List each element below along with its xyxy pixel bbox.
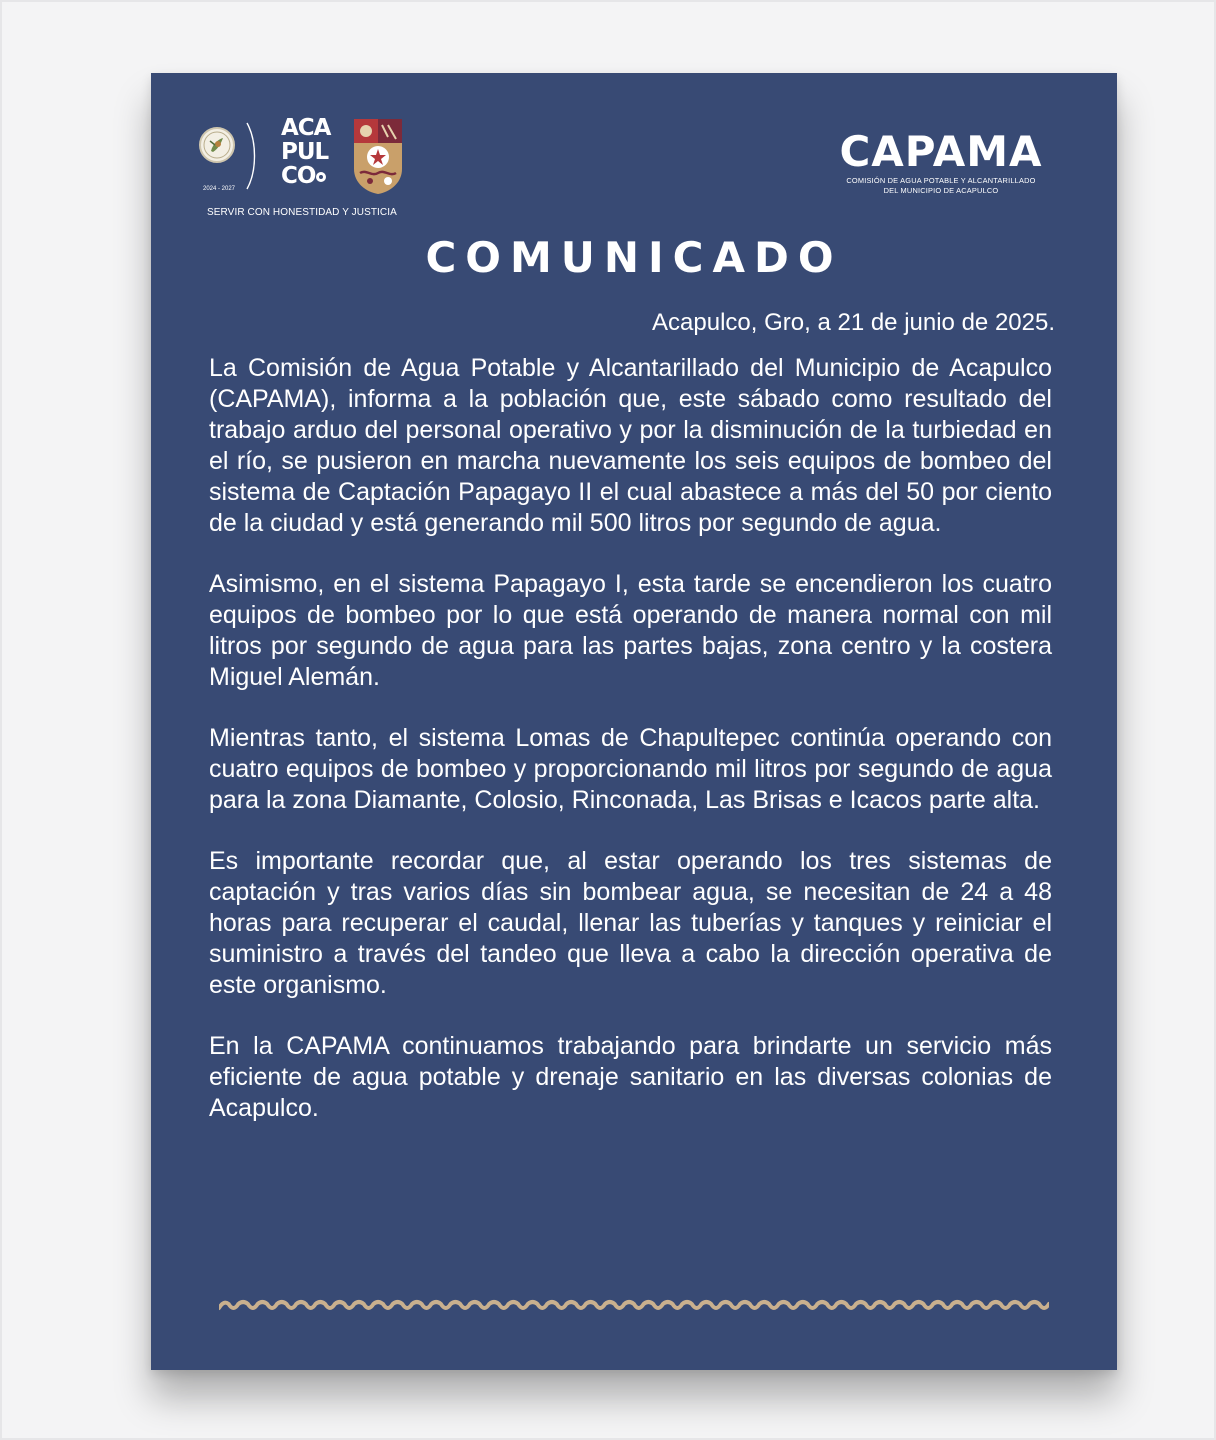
wave-line [219,1302,1049,1308]
paragraph-1: La Comisión de Agua Potable y Alcantarillado del Municipio de Acapulco (CAPAMA), informa a la población que, este sábado como resultado del trabajo arduo del personal operativo y por la disminución de la turbiedad en el río, se pusieron en marcha nuevamente los seis equipos de bombeo del sistema de Captación Papagayo II el cual abastece a más del 50 por ciento de la ciudad y está generando mil 500 litros por segundo de agua. [209,354,1052,537]
paragraph-3: Mientras tanto, el sistema Lomas de Chapultepec continúa operando con cuatro equipos de bombeo y proporcionando mil litros por segundo de agua para la zona Diamante, Colosio, Rinconada, Las Brisas e Icacos parte alta. [209,724,1052,814]
capama-wordmark: CAPAMA [839,127,1043,176]
term-years: 2024 - 2027 [202,186,236,192]
capama-subtitle-line-1: COMISIÓN DE AGUA POTABLE Y ALCANTARILLADO [846,176,1036,185]
paragraph-5: En la CAPAMA continuamos trabajando para brindarte un servicio más eficiente de agua potable y drenaje sanitario en las diversas colonias de Acapulco. [209,1032,1052,1122]
wordmark-line-3: CO [281,165,330,189]
document-title: COMUNICADO [425,233,843,282]
capama-subtitle [835,176,1047,196]
wordmark-line-1: ACA [281,115,331,141]
paragraph-4: Es importante recordar que, al estar operando los tres sistemas de captación y tras varios días sin bombear agua, se necesitan de 24 a 48 horas para recuperar el caudal, llenar las tuberías y tanques y reiniciar el suministro a través del tandeo que lleva a cabo la dirección operativa de este organismo. [209,847,1052,999]
capama-logo [835,129,1047,201]
press-release-body [209,353,1052,1154]
acapulco-crest-icon [352,117,404,195]
acapulco-government-logo [197,117,413,221]
wordmark-line-2: PUL [281,139,329,165]
decorative-wave-border-icon [219,1298,1049,1316]
date-line: Acapulco, Gro, a 21 de junio de 2025. [652,309,1055,336]
paragraph-2: Asimismo, en el sistema Papagayo I, esta tarde se encendieron los cuatro equipos de bombeo por lo que está operando de manera normal con mil litros por segundo de agua para las partes bajas, zona centro y la costera Miguel Alemán. [209,570,1052,691]
press-release-poster [151,73,1117,1370]
acapulco-wordmark [281,117,330,189]
municipal-seal-icon [199,127,235,163]
divider-arc-icon [245,121,261,191]
capama-subtitle-line-2: DEL MUNICIPIO DE ACAPULCO [883,186,999,195]
government-motto: SERVIR CON HONESTIDAD Y JUSTICIA [207,207,397,218]
